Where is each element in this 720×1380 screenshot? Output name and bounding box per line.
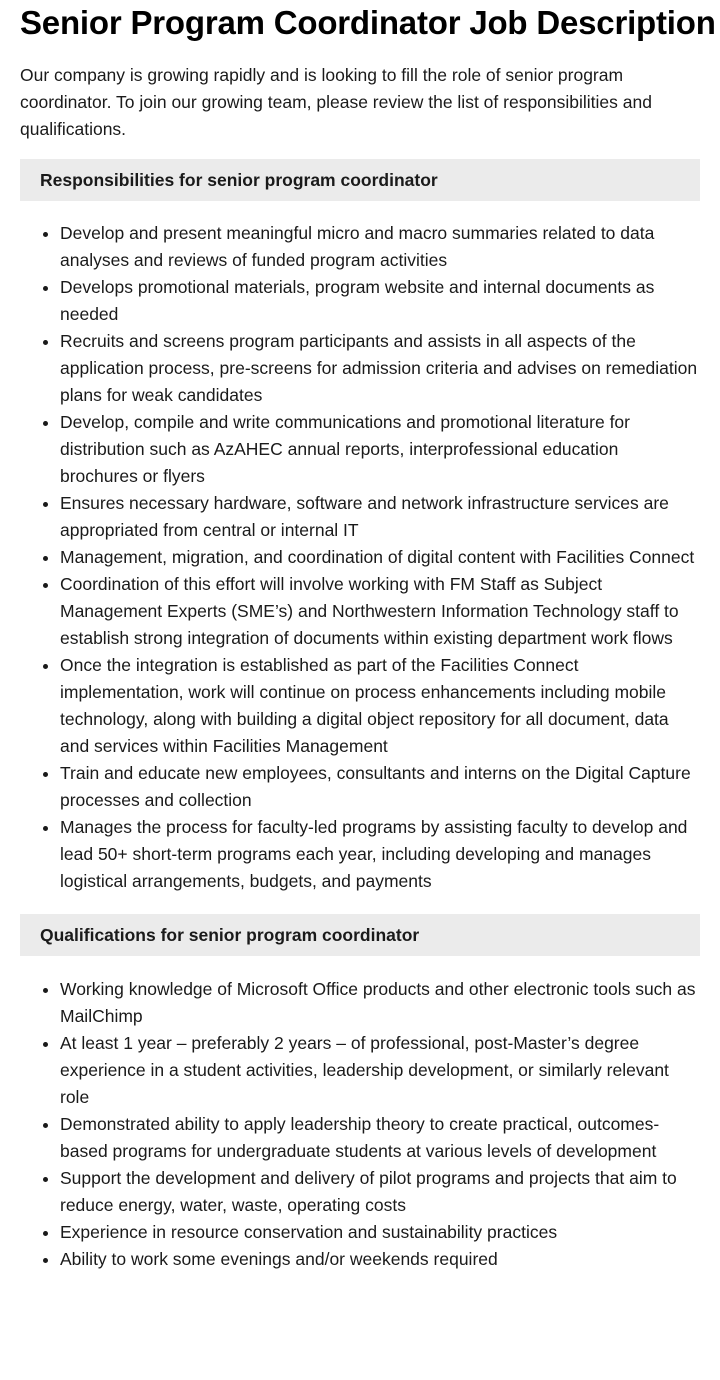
list-item: • Support the development and delivery of pilot programs and projects that aim to reduce energy, water, waste, operating costs: [60, 1165, 700, 1219]
qualifications-heading: Qualifications for senior program coordinator: [20, 914, 700, 956]
list-item: • At least 1 year – preferably 2 years – of professional, post-Master’s degree experience in a student activities, leadership development, or similarly relevant role: [60, 1030, 700, 1111]
list-item: • Develops promotional materials, program website and internal documents as needed: [60, 274, 700, 328]
list-item: • Recruits and screens program participants and assists in all aspects of the application process, pre-screens for admission criteria and advises on remediation plans for weak candidates: [60, 328, 700, 409]
list-item: • Coordination of this effort will involve working with FM Staff as Subject Management Experts (SME’s) and Northwestern Information Technology staff to establish strong integration of documents within existing department work flows: [60, 571, 700, 652]
responsibilities-heading: Responsibilities for senior program coordinator: [20, 159, 700, 201]
page-title: Senior Program Coordinator Job Description: [20, 4, 716, 41]
list-item: • Once the integration is established as part of the Facilities Connect implementation, work will continue on process enhancements including mobile technology, along with building a digital object repository for all document, data and services within Facilities Management: [60, 652, 700, 760]
list-item: • Manages the process for faculty-led programs by assisting faculty to develop and lead 50+ short-term programs each year, including developing and manages logistical arrangements, budgets, and payments: [60, 814, 700, 895]
list-item: • Develop and present meaningful micro and macro summaries related to data analyses and reviews of funded program activities: [60, 220, 700, 274]
list-item: • Demonstrated ability to apply leadership theory to create practical, outcomes-based programs for undergraduate students at various levels of development: [60, 1111, 700, 1165]
list-item: • Train and educate new employees, consultants and interns on the Digital Capture processes and collection: [60, 760, 700, 814]
list-item: • Ability to work some evenings and/or weekends required: [60, 1246, 700, 1273]
intro-paragraph: Our company is growing rapidly and is looking to fill the role of senior program coordinator. To join our growing team, please review the list of responsibilities and qualifications.: [20, 65, 652, 139]
qualifications-list: [20, 976, 700, 1273]
list-item: • Ensures necessary hardware, software and network infrastructure services are appropriated from central or internal IT: [60, 490, 700, 544]
list-item: • Develop, compile and write communications and promotional literature for distribution such as AzAHEC annual reports, interprofessional education brochures or flyers: [60, 409, 700, 490]
list-item: • Working knowledge of Microsoft Office products and other electronic tools such as MailChimp: [60, 976, 700, 1030]
responsibilities-list: [20, 220, 700, 895]
list-item: • Experience in resource conservation and sustainability practices: [60, 1219, 700, 1246]
list-item: • Management, migration, and coordination of digital content with Facilities Connect: [60, 544, 700, 571]
